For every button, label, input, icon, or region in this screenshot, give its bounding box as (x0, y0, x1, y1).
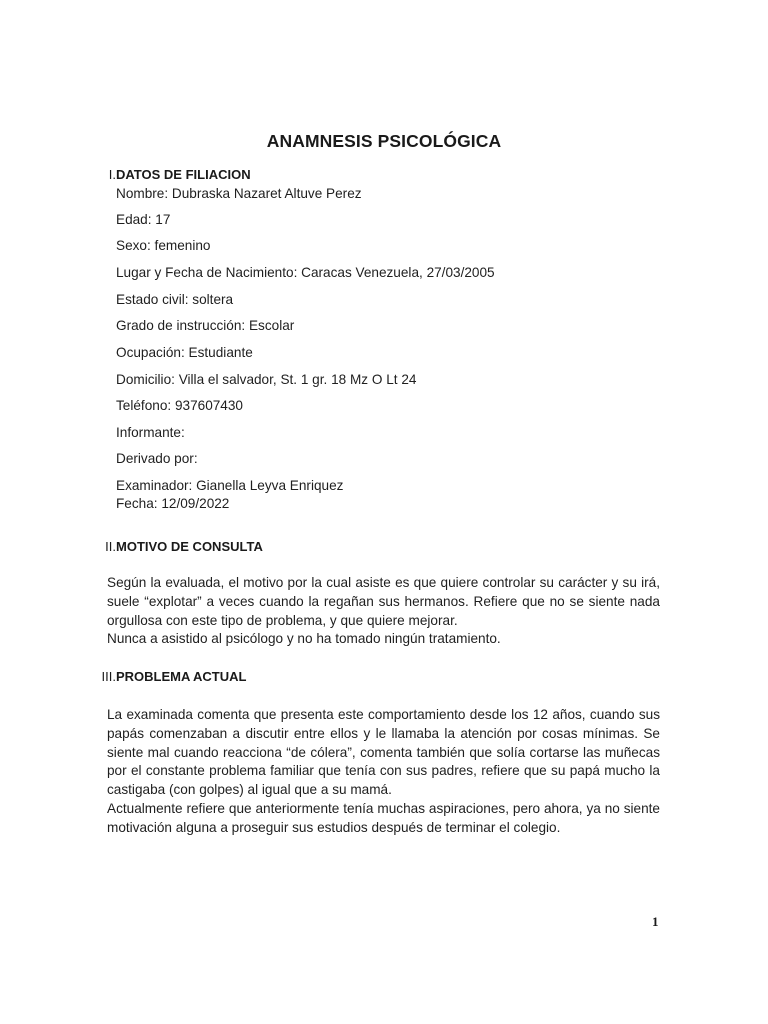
document-title: ANAMNESIS PSICOLÓGICA (266, 131, 502, 151)
section-title: MOTIVO DE CONSULTA (116, 539, 263, 554)
field-telefono: Teléfono: 937607430 (116, 398, 243, 413)
field-estado-civil: Estado civil: soltera (116, 292, 234, 307)
section-title: DATOS DE FILIACION (116, 167, 251, 182)
section-number: III. (101, 669, 116, 684)
section-number: II. (105, 539, 116, 554)
field-informante: Informante: (116, 425, 185, 440)
section-heading-motivo-consulta (0, 539, 768, 557)
section-heading-problema-actual (0, 669, 768, 687)
page-number: 1 (652, 914, 659, 929)
field-edad: Edad: 17 (116, 212, 171, 227)
field-lugar-fecha-nacimiento: Lugar y Fecha de Nacimiento: Caracas Venezuela, 27/03/2005 (116, 265, 495, 280)
field-domicilio: Domicilio: Villa el salvador, St. 1 gr. 18 Mz O Lt 24 (116, 372, 417, 387)
field-sexo: Sexo: femenino (116, 238, 211, 253)
field-examinador: Examinador: Gianella Leyva Enriquez (116, 478, 344, 493)
section-heading-datos-filiacion (0, 167, 768, 185)
field-derivado-por: Derivado por: (116, 451, 198, 466)
paragraph: Actualmente refiere que anteriormente tenía muchas aspiraciones, pero ahora, ya no siente motivación alguna a proseguir sus estudios después de terminar el colegio. (107, 800, 660, 835)
paragraph: La examinada comenta que presenta este comportamiento desde los 12 años, cuando sus papás comenzaban a discutir entre ellos y le llamaba la atención por cosas mínimas. Se siente mal cuando reacciona “de cólera”, comenta también que solía cortarse las muñecas por el constante problema familiar que tenía con sus padres, refiere que su papá mucho la castigaba (con golpes) al igual que a su mamá. (107, 707, 660, 798)
paragraph: Según la evaluada, el motivo por la cual asiste es que quiere controlar su carácter y su irá, suele “explotar” a veces cuando la regañan sus hermanos. Refiere que no se siente nada orgullosa con este tipo de problema, y que quiere mejorar. (107, 575, 660, 628)
problema-actual-text (107, 706, 660, 838)
paragraph: Nunca a asistido al psicólogo y no ha tomado ningún tratamiento. (107, 631, 501, 647)
section-title: PROBLEMA ACTUAL (116, 669, 247, 684)
motivo-consulta-text (107, 574, 660, 649)
field-nombre: Nombre: Dubraska Nazaret Altuve Perez (116, 186, 362, 201)
field-fecha: Fecha: 12/09/2022 (116, 496, 230, 511)
field-ocupacion: Ocupación: Estudiante (116, 345, 253, 360)
field-grado-instruccion: Grado de instrucción: Escolar (116, 318, 295, 333)
section-number: I. (108, 167, 116, 182)
